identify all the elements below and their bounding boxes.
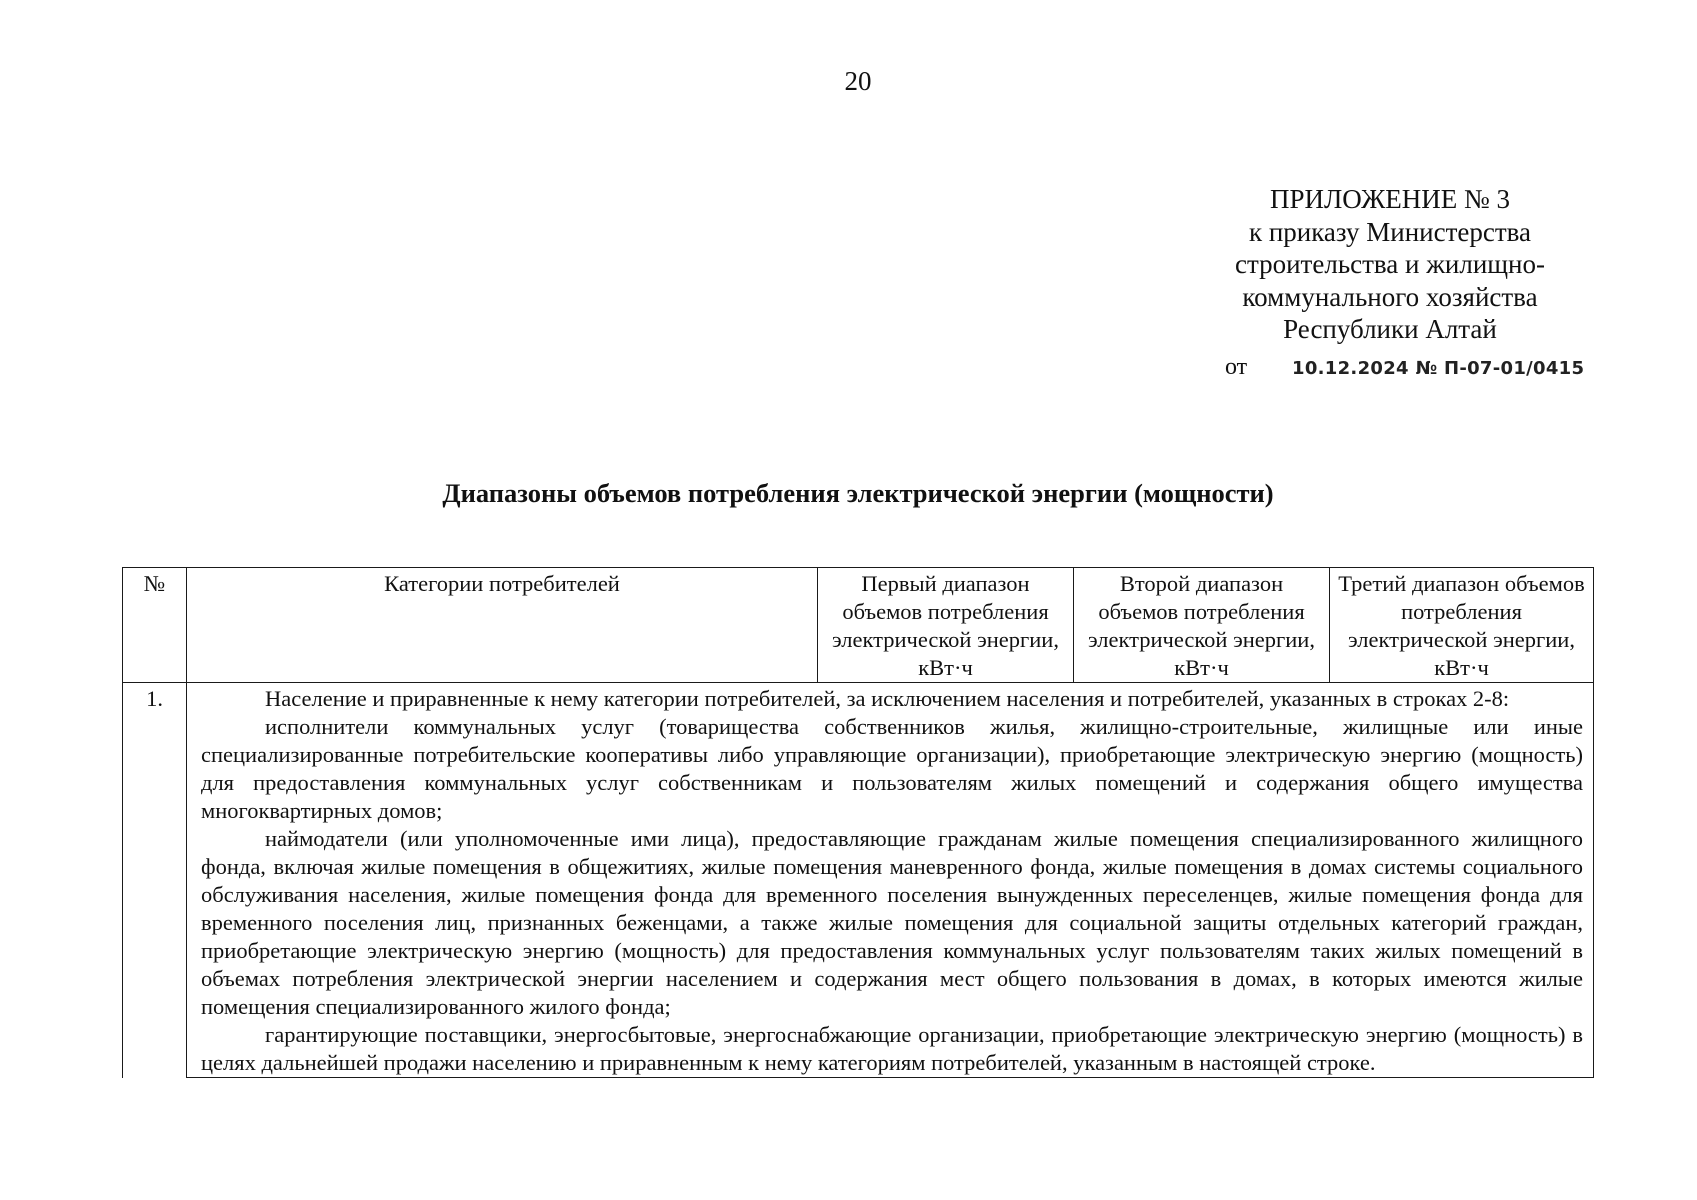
header-category: Категории потребителей bbox=[187, 568, 818, 683]
category-paragraph: Население и приравненные к нему категории потребителей, за исключением населения и потребителей, указанных в строках 2-8: bbox=[265, 686, 1510, 711]
category-paragraph: наймодатели (или уполномоченные ими лица), предоставляющие гражданам жилые помещения специализированного жилищного фонда, включая жилые помещения в общежитиях, жилые помещения маневренного фонда, жилые помещения в домах системы социального обслуживания населения, жилые помещения фонда для временного поселения вынужденных переселенцев, жилые помещения фонда для временного поселения лиц, признанных беженцами, а также жилые помещения для социальной защиты отдельных категорий граждан, приобретающие электрическую энергию (мощность) для предоставления коммунальных услуг пользователям таких жилых помещений в объемах потребления электрической энергии населением и содержания мест общего пользования в домах, в которых имеются жилые помещения специализированного жилого фонда; bbox=[201, 826, 1583, 1019]
document-title: Диапазоны объемов потребления электрической энергии (мощности) bbox=[442, 478, 1274, 508]
from-label: от bbox=[1225, 354, 1248, 380]
category-paragraph: гарантирующие поставщики, энергосбытовые, энергоснабжающие организации, приобретающие электрическую энергию (мощность) в целях дальнейшей продажи населению и приравненным к нему категориям потребителей, указанным в настоящей строке. bbox=[201, 1022, 1583, 1075]
page-number: 20 bbox=[844, 66, 872, 96]
table-row bbox=[123, 683, 1594, 1078]
appendix-line: строительства и жилищно- bbox=[1235, 249, 1545, 279]
row-category-text bbox=[187, 683, 1594, 1078]
row-number: 1. bbox=[123, 683, 187, 1078]
consumption-ranges-table bbox=[122, 567, 1593, 1078]
order-date-line bbox=[1225, 354, 1585, 381]
order-date-number: 10.12.2024 № П-07-01/0415 bbox=[1292, 358, 1585, 379]
appendix-block bbox=[1200, 183, 1580, 346]
appendix-line: к приказу Министерства bbox=[1248, 216, 1532, 247]
table-header-row bbox=[123, 568, 1594, 683]
header-range-2: Второй диапазон объемов потребления электрической энергии, кВт·ч bbox=[1074, 568, 1330, 683]
header-range-3: Третий диапазон объемов потребления электрической энергии, кВт·ч bbox=[1330, 568, 1594, 683]
category-paragraph: исполнители коммунальных услуг (товарищества собственников жилья, жилищно-строительные, жилищные или иные специализированные потребительские кооперативы либо управляющие организации), приобретающие электрическую энергию (мощность) для предоставления коммунальных услуг собственникам и пользователям жилых помещений и содержания общего имущества многоквартирных домов; bbox=[201, 714, 1583, 823]
appendix-line: коммунального хозяйства bbox=[1242, 281, 1538, 312]
appendix-line: Республики Алтай bbox=[1283, 314, 1497, 344]
header-num: № bbox=[123, 568, 187, 683]
appendix-title: ПРИЛОЖЕНИЕ № 3 bbox=[1269, 184, 1511, 214]
header-range-1: Первый диапазон объемов потребления электрической энергии, кВт·ч bbox=[818, 568, 1074, 683]
